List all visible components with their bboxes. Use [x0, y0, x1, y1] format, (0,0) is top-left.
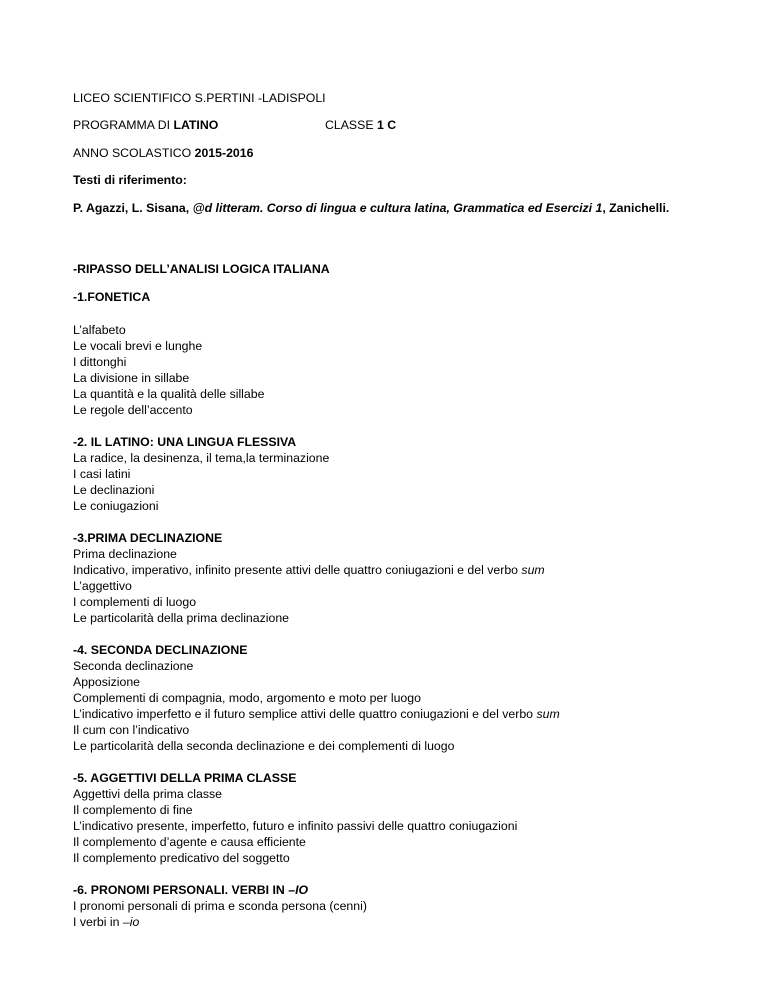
list-item: L’alfabeto — [73, 323, 126, 337]
list-item: Le particolarità della seconda declinazione e dei complementi di luogo — [73, 739, 455, 753]
class-value: 1 C — [376, 118, 397, 132]
list-item: La radice, la desinenza, il tema,la terminazione — [73, 451, 330, 465]
list-item: Le vocali brevi e lunghe — [73, 339, 203, 353]
list-item-text: I verbi in — [73, 915, 123, 929]
list-item: I complementi di luogo — [73, 595, 197, 609]
list-item: Il complemento d’agente e causa efficiente — [73, 835, 306, 849]
school-year — [73, 145, 253, 161]
list-item: Prima declinazione — [73, 547, 177, 561]
list-item: Le regole dell’accento — [73, 403, 193, 417]
section-title: -4. SECONDA DECLINAZIONE — [73, 643, 248, 657]
section-title: -3.PRIMA DECLINAZIONE — [73, 531, 223, 545]
verb-sum: sum — [521, 563, 545, 577]
list-item: Il complemento predicativo del soggetto — [73, 851, 290, 865]
list-item: Complementi di compagnia, modo, argomento e moto per luogo — [73, 691, 421, 705]
program-title — [73, 117, 218, 133]
list-item: Le particolarità della prima declinazione — [73, 611, 290, 625]
section-title-prefix: -6. PRONOMI PERSONALI. VERBI IN — [73, 883, 289, 897]
list-item — [73, 562, 545, 578]
list-item: L’indicativo presente, imperfetto, futuro e infinito passivi delle quattro coniugazioni — [73, 819, 518, 833]
list-item: L’aggettivo — [73, 579, 132, 593]
class-prefix: CLASSE — [325, 118, 377, 132]
list-item: Seconda declinazione — [73, 659, 194, 673]
year-prefix: ANNO SCOLASTICO — [73, 146, 195, 160]
list-item — [73, 706, 560, 722]
refs-heading: Testi di riferimento: — [73, 173, 187, 187]
section-title — [73, 882, 308, 898]
school-name: LICEO SCIENTIFICO S.PERTINI -LADISPOLI — [73, 91, 326, 105]
year-value: 2015-2016 — [194, 146, 254, 160]
program-subject: LATINO — [173, 118, 219, 132]
review-heading: -RIPASSO DELL’ANALISI LOGICA ITALIANA — [73, 262, 330, 276]
section-title: -2. IL LATINO: UNA LINGUA FLESSIVA — [73, 435, 297, 449]
section-title-suffix: –IO — [288, 883, 309, 897]
list-item: Le declinazioni — [73, 483, 155, 497]
section-title: -5. AGGETTIVI DELLA PRIMA CLASSE — [73, 771, 297, 785]
list-item: Aggettivi della prima classe — [73, 787, 222, 801]
verb-sum: sum — [536, 707, 560, 721]
reference-text — [73, 200, 669, 216]
program-prefix: PROGRAMMA DI — [73, 118, 174, 132]
list-item: La divisione in sillabe — [73, 371, 190, 385]
list-item: La quantità e la qualità delle sillabe — [73, 387, 265, 401]
list-item: I casi latini — [73, 467, 131, 481]
ref-authors: P. Agazzi, L. Sisana, — [73, 201, 193, 215]
list-item-text: L’indicativo imperfetto e il futuro semplice attivi delle quattro coniugazioni e del verbo — [73, 707, 537, 721]
list-item — [73, 914, 139, 930]
verb-io: –io — [122, 915, 140, 929]
section-title: -1.FONETICA — [73, 290, 151, 304]
class-label — [325, 117, 396, 133]
list-item: Apposizione — [73, 675, 140, 689]
list-item-text: Indicativo, imperativo, infinito presente attivi delle quattro coniugazioni e del verbo — [73, 563, 522, 577]
list-item: Il cum con l’indicativo — [73, 723, 190, 737]
list-item: I dittonghi — [73, 355, 127, 369]
ref-publisher: , Zanichelli. — [602, 201, 670, 215]
list-item: I pronomi personali di prima e sconda persona (cenni) — [73, 899, 367, 913]
list-item: Il complemento di fine — [73, 803, 193, 817]
list-item: Le coniugazioni — [73, 499, 159, 513]
ref-title: @d litteram. Corso di lingua e cultura latina, Grammatica ed Esercizi 1 — [192, 201, 603, 215]
